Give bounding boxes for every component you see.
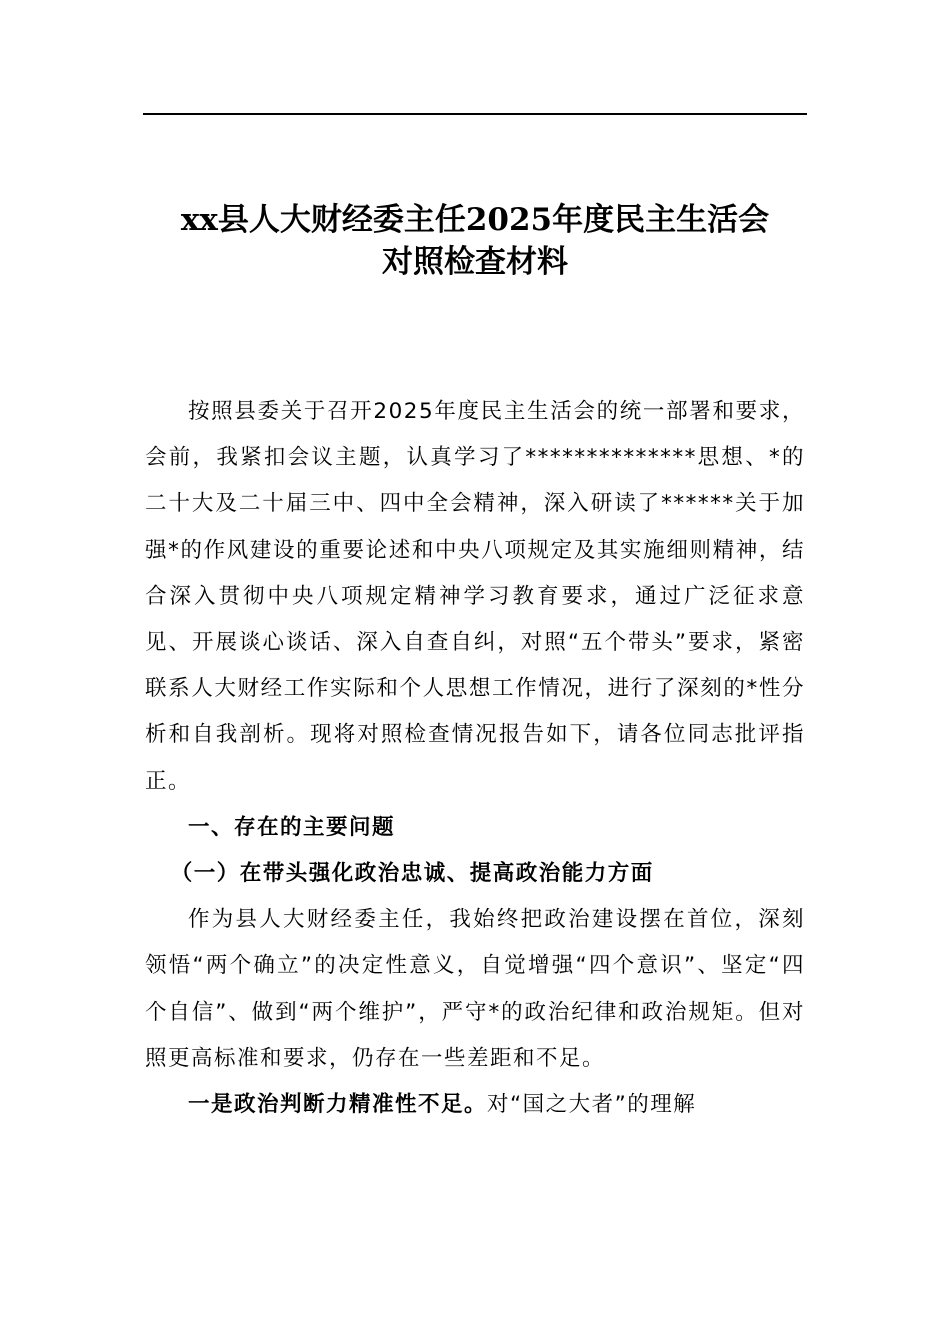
subsection1-paragraph: 作为县人大财经委主任，我始终把政治建设摆在首位，深刻领悟“两个确立”的决定性意义，自觉增强“四个意识”、坚定“四个自信”、做到“两个维护”，严守*的政治纪律和政治规矩。但对照更高标准和要求，仍存在一些差距和不足。 xyxy=(145,907,805,1071)
point1-lead: 一是政治判断力精准性不足。 xyxy=(188,1092,488,1118)
header-rule xyxy=(143,113,807,115)
document-title-line1: xx县人大财经委主任2025年度民主生活会 xyxy=(180,202,770,238)
point1-text: 对“国之大者”的理解 xyxy=(487,1092,697,1118)
document-title-line2: 对照检查材料 xyxy=(382,244,568,280)
document-body xyxy=(145,389,805,1128)
intro-paragraph: 按照县委关于召开2025年度民主生活会的统一部署和要求，会前，我紧扣会议主题，认真学习了**************思想、*的二十大及二十届三中、四中全会精神，深入研读了******关于加强*的作风建设的重要论述和中央八项规定及其实施细则精神，结合深入贯彻中央八项规定精神学习教育要求，通过广泛征求意见、开展谈心谈话、深入自查自纠，对照“五个带头”要求，紧密联系人大财经工作实际和个人思想工作情况，进行了深刻的*性分析和自我剖析。现将对照检查情况报告如下，请各位同志批评指正。 xyxy=(145,399,805,794)
subsection1-heading: （一）在带头强化政治忠诚、提高政治能力方面 xyxy=(170,861,654,887)
section1-heading: 一、存在的主要问题 xyxy=(188,814,396,840)
point1-paragraph xyxy=(145,1082,805,1128)
